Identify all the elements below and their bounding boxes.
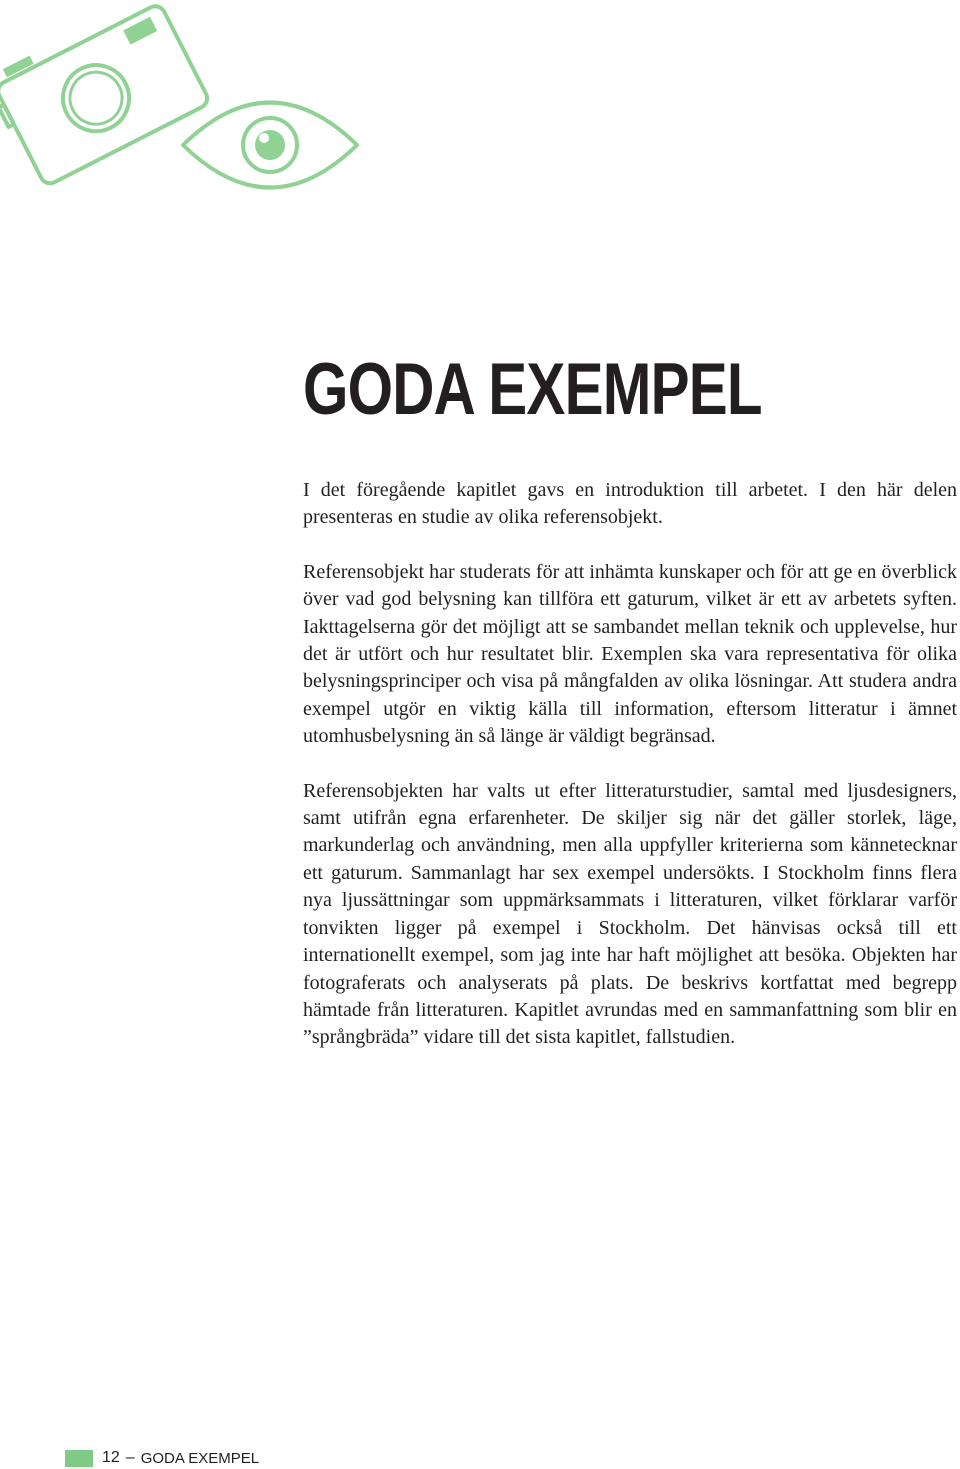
running-title: GODA EXEMPEL xyxy=(140,1449,260,1467)
paragraph-purpose: Referensobjekt har studerats för att inhämta kunskaper och för att ge en överblick över vad god belysning kan tillföra ett gaturum, vilket är ett av arbetets syften. Iakttagelserna gör det möjligt att se sambandet mellan teknik och upplevelse, hur det är utfört och hur resultatet blir. Exemplen ska vara representativa för olika belysningsprinciper och visa på mångfalden av olika lösningar. Att studera andra exempel utgör en viktig källa till information, eftersom litteratur i ämnet utomhusbelysning än så länge är väldigt begränsad. xyxy=(303,560,957,748)
camera-icon xyxy=(0,3,211,190)
eye-icon xyxy=(183,103,357,188)
footer-accent-bar xyxy=(65,1450,93,1467)
header-illustration xyxy=(0,0,380,200)
body-text xyxy=(303,477,957,1079)
footer-separator: – xyxy=(125,1449,135,1466)
paragraph-selection: Referensobjekten har valts ut efter litteraturstudier, samtal med ljusdesigners, samt utifrån egna erfarenheter. De skiljer sig när det gäller storlek, läge, markunderlag och användning, men alla uppfyller kriterierna som kännetecknar ett gaturum. Sammanlagt har sex exempel undersökts. I Stockholm finns flera nya ljussättningar som uppmärksammats i litteraturen, vilket förklarar varför tonvikten ligger på exempel i Stockholm. Det hänvisas också till ett internationellt exempel, som jag inte har haft möjlighet att besöka. Objekten har fotograferats och analyserats på plats. De beskrivs kortfattat med begrepp hämtade från litteraturen. Kapitlet avrundas med en sammanfattning som blir en ”språngbräda” vidare till det sista kapitlet, fallstudien. xyxy=(303,779,957,1049)
page-footer xyxy=(65,1447,259,1469)
page-number: 12 xyxy=(102,1449,120,1466)
intro-paragraph: I det föregående kapitlet gavs en introduktion till arbetet. I den här delen presenteras en studie av olika referensobjekt. xyxy=(303,479,957,529)
page-title: GODA EXEMPEL xyxy=(303,349,762,430)
